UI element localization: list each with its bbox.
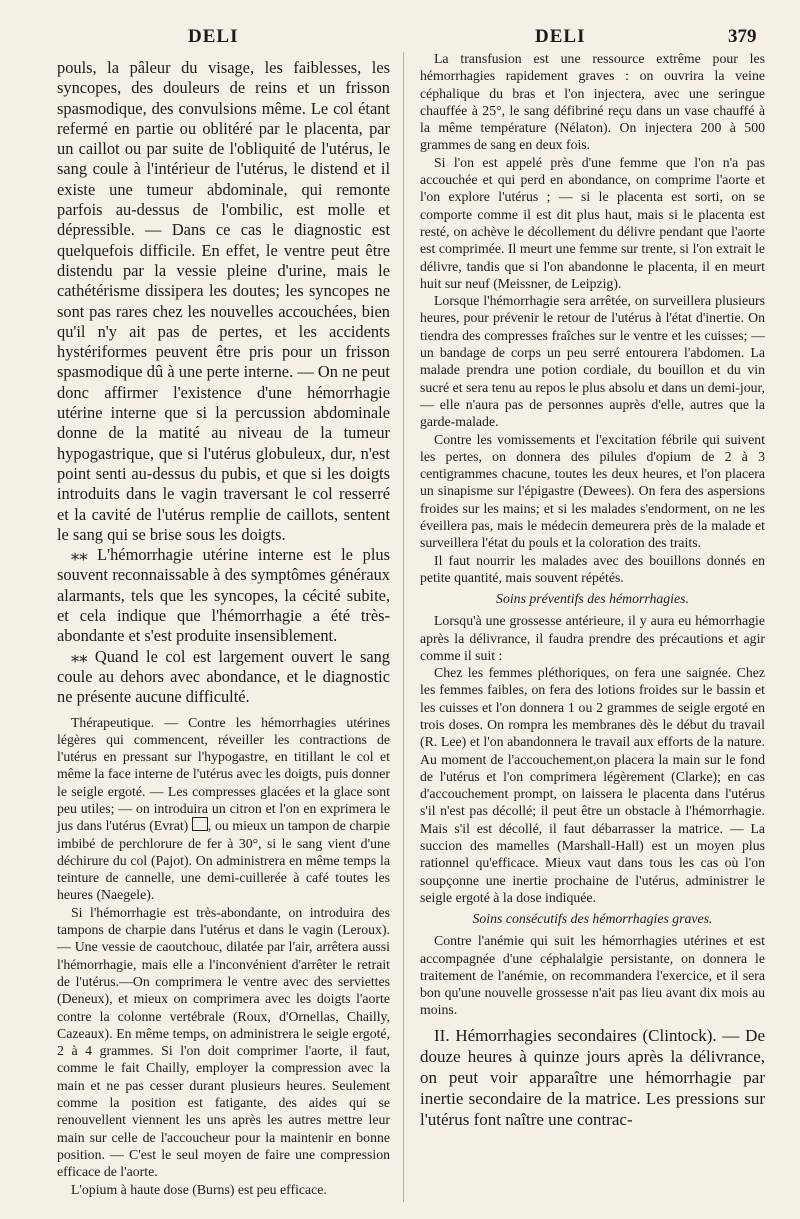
left-large-text bbox=[57, 58, 390, 708]
paragraph: Il faut nourrir les malades avec des bouillons donnés en petite quantité, mais souvent répétés. bbox=[420, 552, 765, 585]
right-small-text bbox=[420, 50, 765, 586]
right-small-text-3 bbox=[420, 932, 765, 1018]
paragraph: Contre l'anémie qui suit les hémorrhagies utérines et est accompagnée d'une céphalalgie persistante, on donnera le traitement de l'anémie, on recommandera l'exercice, et il sera bon qu'une nouvelle grossesse n'ait pas lieu avant dix mois au moins. bbox=[420, 933, 765, 1018]
column-rule bbox=[403, 52, 404, 1202]
paragraph: L'opium à haute dose (Burns) est peu efficace. bbox=[71, 1181, 327, 1197]
paragraph: La transfusion est une ressource extrême pour les hémorrhagies rapidement graves : on ouvrira la veine céphalique du bras et l'on injectera, avec une seringue chauffée à 25°, le sang défibriné reçu dans un vase chauffé à la même température (Nélaton). On injectera 200 à 500 grammes de sang en deux fois. bbox=[420, 51, 765, 153]
paragraph: Chez les femmes pléthoriques, on fera une saignée. Chez les femmes faibles, on fera des lotions froides sur le bassin et les cuisses et l'on donnera 1 ou 2 grammes de seigle ergoté en trois doses. On rompra les membranes dès le début du travail (R. Lee) et l'on abandonnera le travail aux efforts de la nature. Au moment de l'accouchement,on placera la main sur le fond de l'utérus et l'on comprimera légèrement (Clarke); en cas d'accouchement prompt, on laissera le placenta dans l'utérus s'il n'est pas décollé; il peut être un obstacle à l'hémorrhagie. Mais s'il est décollé, il faut débarrasser la matrice. — La succion des mamelles (Marshall-Hall) est un moyen plus rationnel qu'efficace. Mieux vaut dans tous les cas où l'on soupçonne une inertie prochaine de l'utérus, administrer le seigle ergoté à la dose indiquée. bbox=[420, 665, 765, 905]
left-column bbox=[57, 58, 390, 1198]
text-run: Thérapeutique. — Contre les hémorrhagies utérines légères qui commencent, réveiller les contractions de l'utérus en pressant sur l'hypogastre, en titillant le col et même la face interne de l'utérus avec les doigts, puis donner le seigle ergoté. — Les compresses glacées et la glace sont peu utiles; — on introduira un citron et l'on en exprimera le jus dans l'utérus (Evrat) bbox=[57, 714, 390, 834]
paragraph: Lorsque l'hémorrhagie sera arrêtée, on surveillera plusieurs heures, pour prévenir le retour de l'utérus à l'état d'inertie. On tiendra des compresses fraîches sur le ventre et les cuisses; — un bandage de corps un peu serré entourera l'abdomen. La malade prendra une potion cordiale, du bouillon et du vin sucré et sera tenu au repos le plus absolu et dans un demi-jour, — elle n'aura pas de personnes auprès d'elle, autres que la garde-malade. bbox=[420, 293, 765, 430]
section-heading: Soins préventifs des hémorrhagies. bbox=[496, 591, 689, 607]
section-heading: Soins consécutifs des hémorrhagies graves. bbox=[472, 911, 713, 927]
running-head-left: DELI bbox=[188, 26, 239, 47]
paragraph: Lorsqu'à une grossesse antérieure, il y aura eu hémorrhagie après la délivrance, il faudra prendre des précautions et agir comme il suit : bbox=[420, 613, 765, 663]
right-column bbox=[420, 50, 765, 1130]
paragraph: ⁎⁎ Quand le col est largement ouvert le sang coule au dehors avec abondance, et le diagnostic ne présente aucune difficulté. bbox=[57, 646, 390, 707]
paragraph bbox=[57, 714, 390, 904]
right-small-text-2 bbox=[420, 612, 765, 906]
text-run: , ou mieux un tampon de charpie imbibé de perchlorure de fer à 30°, si le sang vient d'une déchirure du col (Pajot). On administrera en même temps la teinture de cannelle, une demi-cuillerée à café toutes les heures (Naegele). bbox=[57, 818, 391, 903]
paragraph: Si l'hémorrhagie est très-abondante, on introduira des tampons de charpie dans l'utérus et dans le vagin (Leroux). — Une vessie de caoutchouc, dilatée par l'air, arrêtera aussi l'hémorrhagie, mais elle a l'inconvénient d'arrêter le retrait de l'utérus.—On comprimera le ventre avec des serviettes (Deneux), et mieux on comprimera avec les doigts l'aorte contre la colonne vertébrale (Roux, d'Ornellas, Chailly, Cazeaux). En même temps, on administrera le seigle ergoté, 2 à 4 grammes. Si l'on doit comprimer l'aorte, il faut, comme le fait Chailly, employer la compression avec la main et ne pas cesser durant plusieurs heures. Seulement comme la position est fatigante, des aides qui se renouvellent viennent les uns après les autres mettre leur main sur celle de l'accoucheur pour la maintenir en bonne position. — C'est le seul moyen de faire une compression efficace de l'aorte. bbox=[57, 904, 390, 1180]
secondary-hemorrhage-section bbox=[420, 1025, 765, 1130]
paragraph: pouls, la pâleur du visage, les faiblesses, les syncopes, des douleurs de reins et un frisson spasmodique, des convulsions même. Le col étant refermé en partie ou oblitéré par le placenta, par un caillot ou par suite de l'obliquité de l'utérus, le sang coule à l'intérieur de l'utérus, le distend et il existe une tumeur abdominale, qui remonte parfois au-dessus de l'ombilic, est molle et dépressible. — Dans ce cas le diagnostic est quelquefois difficile. En effet, le ventre peut être distendu par la vessie pleine d'urine, mais le cathétérisme dissipera les doutes; les syncopes ne sont pas rares chez les nouvelles accouchées, bien qu'il n'y ait pas de pertes, et les accidents hystériformes peuvent être pris pour un frisson spasmodique dû à une perte interne. — On ne peut donc affirmer l'existence d'une hémorrhagie utérine interne que si la percussion abdominale donne de la matité au niveau de la tumeur hypogastrique, que si l'utérus globuleux, dur, n'est point senti au-dessus du pubis, et que si les doigts introduits dans le vagin traversant le col resserré et la cavité de l'utérus remplie de caillots, sentent le sang qui se brise sous les doigts. bbox=[57, 58, 390, 544]
paragraph: Si l'on est appelé près d'une femme que l'on n'a pas accouchée et qui perd en abondance, on comprime l'aorte et l'on explore l'utérus ; — si le placenta est sorti, on se comporte comme il est dit plus haut, mais si le placenta est resté, on achève le décollement du délivre pendant que l'aorte est comprimée. Il meurt une femme sur trente, si l'on extrait le délivre, tandis que si l'on abandonne le placenta, il en meurt huit sur neuf (Meissner, de Leipzig). bbox=[420, 154, 765, 291]
paragraph: ⁎⁎ L'hémorrhagie utérine interne est le plus souvent reconnaissable à des symptômes généraux alarmants, tels que les syncopes, la cécité subite, et cela indique que l'hémorrhagie a été très-abondante et s'est produite insensiblement. bbox=[57, 545, 390, 646]
therapeutics-section bbox=[57, 714, 390, 1198]
paragraph: Contre les vomissements et l'excitation fébrile qui suivent les pertes, on donnera des pilules d'opium de 2 à 3 centigrammes chacune, toutes les deux heures, et l'on placera un sinapisme sur l'épigastre (Dewees). On fera des aspersions froides sur les mains; et si les malades s'endorment, on ne les éveillera pas, mais le médecin demeurera près de la malade et surveillera l'état du pouls et la coloration des traits. bbox=[420, 431, 765, 551]
paragraph: II. Hémorrhagies secondaires (Clintock). — De douze heures à quinze jours après la délivrance, on peut voir apparaître une hémorrhagie par inertie secondaire de la matrice. Les pressions sur l'utérus font naître une contrac- bbox=[420, 1025, 765, 1129]
page-number: 379 bbox=[728, 26, 757, 47]
square-symbol-icon bbox=[192, 817, 208, 831]
running-head-right: DELI bbox=[535, 26, 586, 47]
